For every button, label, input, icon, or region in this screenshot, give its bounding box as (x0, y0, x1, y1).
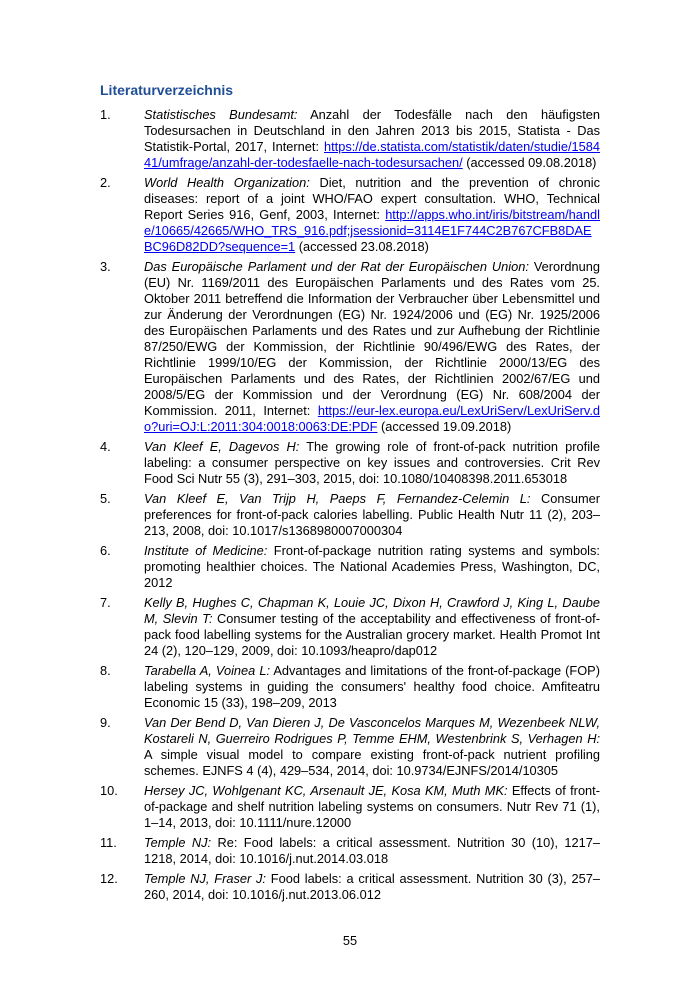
reference-body (144, 715, 600, 779)
reference-link[interactable]: https://de.statista.com/statistik/daten/studie/158441/umfrage/anzahl-der-todesfaelle-nach-todesursachen/ (144, 139, 600, 170)
reference-body (144, 835, 600, 867)
reference-text: The growing role of front-of-pack nutrition profile labeling: a consumer perspective on key issues and controversies. Crit Rev Food Sci Nutr 55 (3), 291–303, 2015, doi: 10.1080/10408398.2011.653018 (144, 439, 601, 486)
reference-item (100, 439, 600, 487)
reference-number: 4. (100, 439, 111, 454)
reference-body (144, 107, 600, 171)
reference-item (100, 871, 600, 903)
reference-number: 12. (100, 871, 118, 886)
reference-body (144, 491, 600, 539)
reference-item (100, 259, 600, 435)
reference-authors: Temple NJ, Fraser J: (144, 871, 266, 886)
reference-list (100, 107, 600, 903)
reference-item (100, 543, 600, 591)
reference-authors: Das Europäische Parlament und der Rat der Europäischen Union: (144, 259, 529, 274)
reference-body (144, 259, 600, 435)
reference-item (100, 107, 600, 171)
page-number: 55 (342, 933, 358, 948)
reference-link[interactable]: http://apps.who.int/iris/bitstream/handle/10665/42665/WHO_TRS_916.pdf;jsessionid=3114E1F744C2B767CFB8DAEBC96D82DD?sequence=1 (144, 207, 600, 254)
reference-text: Advantages and limitations of the front-of-package (FOP) labeling systems in guiding the consumers' healthy food choice. Amfiteatru Economic 15 (33), 198–209, 2013 (144, 663, 600, 710)
reference-authors: Kelly B, Hughes C, Chapman K, Louie JC, Dixon H, Crawford J, King L, Daube M, Slevin T: (144, 595, 600, 626)
reference-text: Consumer testing of the acceptability and effectiveness of front-of-pack food labelling systems for the Australian grocery market. Health Promot Int 24 (2), 120–129, 2009, doi: 10.1093/heapro/dap012 (144, 611, 600, 658)
reference-text: Effects of front-of-package and shelf nutrition labeling systems on consumers. Nutr Rev 71 (1), 1–14, 2013, doi: 10.1111/nure.12000 (144, 783, 600, 830)
reference-number: 10. (100, 783, 118, 798)
reference-number: 9. (100, 715, 111, 730)
reference-body (144, 543, 600, 591)
reference-body (144, 595, 600, 659)
reference-item (100, 835, 600, 867)
reference-authors: Temple NJ: (144, 835, 212, 850)
reference-authors: Van Kleef E, Dagevos H: (144, 439, 300, 454)
reference-item (100, 491, 600, 539)
reference-body (144, 871, 600, 903)
reference-text: Front-of-package nutrition rating systems and symbols: promoting healthier choices. The National Academies Press, Washington, DC, 2012 (144, 543, 600, 590)
reference-text: Anzahl der Todesfälle nach den häufigsten Todesursachen in Deutschland in den Jahren 2013 bis 2015, Statista - Das Statistik-Portal, 2017, Internet: (144, 107, 600, 154)
reference-authors: Van Kleef E, Van Trijp H, Paeps F, Fernandez-Celemin L: (144, 491, 531, 506)
reference-text: Verordnung (EU) Nr. 1169/2011 des Europäischen Parlaments und des Rates vom 25. Oktober 2011 betreffend die Information der Verbraucher über Lebensmittel und zur Änderung der Verordnungen (EG) Nr. 1924/2006 und (EG) Nr. 1925/2006 des Europäischen Parlaments und des Rates und zur Aufhebung der Richtlinie 87/250/EWG der Kommission, der Richtlinie 90/496/EWG des Rates, der Richtlinie 1999/10/EG der Kommission, der Richtlinie 2000/13/EG des Europäischen Parlaments und des Rates, der Richtlinien 2002/67/EG und 2008/5/EG der Kommission und der Verordnung (EG) Nr. 608/2004 der Kommission. 2011, Internet: (144, 259, 600, 418)
reference-number: 2. (100, 175, 111, 190)
page-title: Literaturverzeichnis (100, 82, 234, 98)
reference-text: Food labels: a critical assessment. Nutrition 30 (3), 257–260, 2014, doi: 10.1016/j.nut.2013.06.012 (144, 871, 600, 902)
reference-body (144, 783, 600, 831)
reference-number: 6. (100, 543, 111, 558)
reference-item (100, 175, 600, 255)
reference-item (100, 715, 600, 779)
reference-accessed: (accessed 09.08.2018) (462, 155, 597, 170)
reference-body (144, 175, 600, 255)
reference-authors: Van Der Bend D, Van Dieren J, De Vasconcelos Marques M, Wezenbeek NLW, Kostareli N, Guerreiro Rodrigues P, Temme EHM, Westenbrink S, Verhagen H: (144, 715, 600, 746)
reference-body (144, 439, 600, 487)
reference-number: 1. (100, 107, 111, 122)
reference-accessed: (accessed 23.08.2018) (295, 239, 429, 254)
reference-body (144, 663, 600, 711)
reference-number: 5. (100, 491, 111, 506)
reference-accessed: (accessed 19.09.2018) (377, 419, 512, 434)
reference-text: Re: Food labels: a critical assessment. Nutrition 30 (10), 1217–1218, 2014, doi: 10.1016/j.nut.2014.03.018 (144, 835, 600, 866)
reference-text: A simple visual model to compare existing front-of-pack nutrient profiling schemes. EJNFS 4 (4), 429–534, 2014, doi: 10.9734/EJNFS/2014/10305 (144, 747, 600, 778)
reference-authors: Statistisches Bundesamt: (144, 107, 298, 122)
reference-item (100, 595, 600, 659)
reference-number: 11. (100, 835, 117, 850)
reference-authors: World Health Organization: (144, 175, 310, 190)
reference-authors: Hersey JC, Wohlgenant KC, Arsenault JE, Kosa KM, Muth MK: (144, 783, 508, 798)
reference-authors: Institute of Medicine: (144, 543, 268, 558)
reference-number: 3. (100, 259, 111, 274)
reference-text: Consumer preferences for front-of-pack calories labelling. Public Health Nutr 11 (2), 203–213, 2008, doi: 10.1017/s1368980007000304 (144, 491, 600, 538)
reference-item (100, 783, 600, 831)
reference-link[interactable]: https://eur-lex.europa.eu/LexUriServ/LexUriServ.do?uri=OJ:L:2011:304:0018:0063:DE:PDF (144, 403, 600, 434)
reference-authors: Tarabella A, Voinea L: (144, 663, 270, 678)
reference-item (100, 663, 600, 711)
reference-text: Diet, nutrition and the prevention of chronic diseases: report of a joint WHO/FAO expert consultation. WHO, Technical Report Series 916, Genf, 2003, Internet: (144, 175, 600, 222)
reference-number: 7. (100, 595, 111, 610)
reference-number: 8. (100, 663, 111, 678)
page-content (100, 82, 600, 907)
